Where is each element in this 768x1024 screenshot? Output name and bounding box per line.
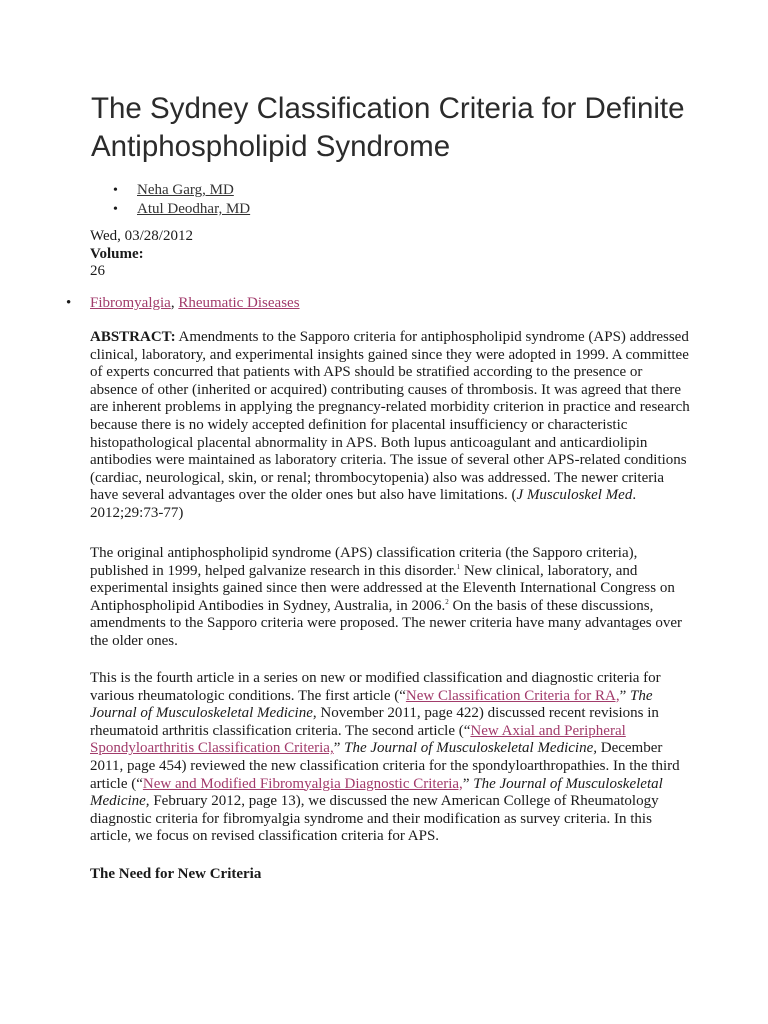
series-text-7: February 2012, page 13), we discussed the new American College of Rheumatology diagnostic criteria for fibromyalgia syndrome and their modification as survey criteria. In this article, we focus on revised classification criteria for APS.: [90, 793, 659, 845]
citation-rest: . 2012;29:73-77): [90, 487, 637, 521]
topic-link-rheumatic-diseases[interactable]: Rheumatic Diseases: [178, 295, 300, 311]
journal-name: The Journal of Musculoskeletal Medicine: [90, 687, 653, 722]
intro-paragraph: [90, 545, 690, 651]
series-paragraph: [90, 670, 690, 846]
publish-date: Wed, 03/28/2012: [90, 228, 193, 244]
abstract-label: ABSTRACT:: [90, 329, 176, 345]
article-link-spondyloarthritis-criteria[interactable]: New Axial and Peripheral Spondyloarthritis Classification Criteria,: [90, 722, 626, 757]
author-link-garg[interactable]: Neha Garg, MD: [137, 182, 234, 198]
author-item: [113, 181, 250, 200]
volume-label: Volume:: [90, 245, 144, 262]
series-text-4: ”: [333, 740, 345, 757]
section-heading: The Need for New Criteria: [90, 866, 262, 882]
series-text-2: ”: [619, 687, 631, 704]
reference-2: 2: [445, 597, 449, 606]
author-item: [113, 200, 250, 219]
intro-text-2: New clinical, laboratory, and experimental insights gained since then were addressed at the Eleventh International Congress on Antiphospholipid Antibodies in Sydney, Australia, in 2006.: [90, 562, 675, 614]
series-text-6: ”: [462, 775, 474, 792]
reference-1: 1: [456, 562, 461, 571]
abstract-text: Amendments to the Sapporo criteria for antiphospholipid syndrome (APS) addressed clinical, laboratory, and experimental insights gained since they were adopted in 1999. A committee of experts concurred that patients with APS should be stratified according to the presence or absence of other (inherited or acquired) contributing causes of thrombosis. It was agreed that there are inherent problems in applying the pregnancy-related morbidity criterion in practice and research because there is no widely accepted definition for placental insufficiency or characteristic histopathological placental abnormality in APS. Both lupus anticoagulant and anticardiolipin antibodies were maintained as laboratory criteria. The issue of several other APS-related conditions (cardiac, neurological, skin, or renal; thrombocytopenia) also was addressed. The newer criteria have several advantages over the older ones but also have limitations. (: [90, 329, 690, 504]
citation-journal: J Musculoskel Med: [516, 487, 633, 504]
topic-separator: ,: [170, 295, 179, 311]
intro-text-3: On the basis of these discussions, amendments to the Sapporo criteria were proposed. The newer criteria have many advantages over the older ones.: [90, 597, 682, 649]
article-meta: [90, 228, 193, 281]
journal-name: The Journal of Musculoskeletal Medicine,: [90, 775, 663, 810]
author-link-deodhar[interactable]: Atul Deodhar, MD: [137, 201, 251, 217]
series-text-1: This is the fourth article in a series on new or modified classification and diagnostic criteria for various rheumatologic conditions. The first article (“: [90, 670, 661, 704]
intro-text-1: The original antiphospholipid syndrome (APS) classification criteria (the Sapporo criteria), published in 1999, helped galvanize research in this disorder.: [90, 545, 638, 579]
topic-list: [66, 294, 300, 313]
series-text-3: , November 2011, page 422) discussed recent revisions in rheumatoid arthritis classification criteria. The second article (“: [90, 705, 659, 739]
volume-value: 26: [90, 263, 105, 279]
journal-name: The Journal of Musculoskeletal Medicine,: [344, 740, 597, 757]
series-text-5: December 2011, page 454) reviewed the new classification criteria for the spondyloarthropathies. In the third article (“: [90, 740, 680, 792]
bullet-icon: •: [66, 295, 72, 311]
page-title: The Sydney Classification Criteria for Definite Antiphospholipid Syndrome: [91, 92, 685, 163]
article-link-fibromyalgia-criteria[interactable]: New and Modified Fibromyalgia Diagnostic Criteria,: [142, 775, 463, 792]
author-list: [113, 181, 250, 219]
topic-link-fibromyalgia[interactable]: Fibromyalgia: [90, 295, 171, 311]
article-link-ra-criteria[interactable]: New Classification Criteria for RA,: [405, 687, 620, 704]
abstract-paragraph: [90, 329, 690, 523]
